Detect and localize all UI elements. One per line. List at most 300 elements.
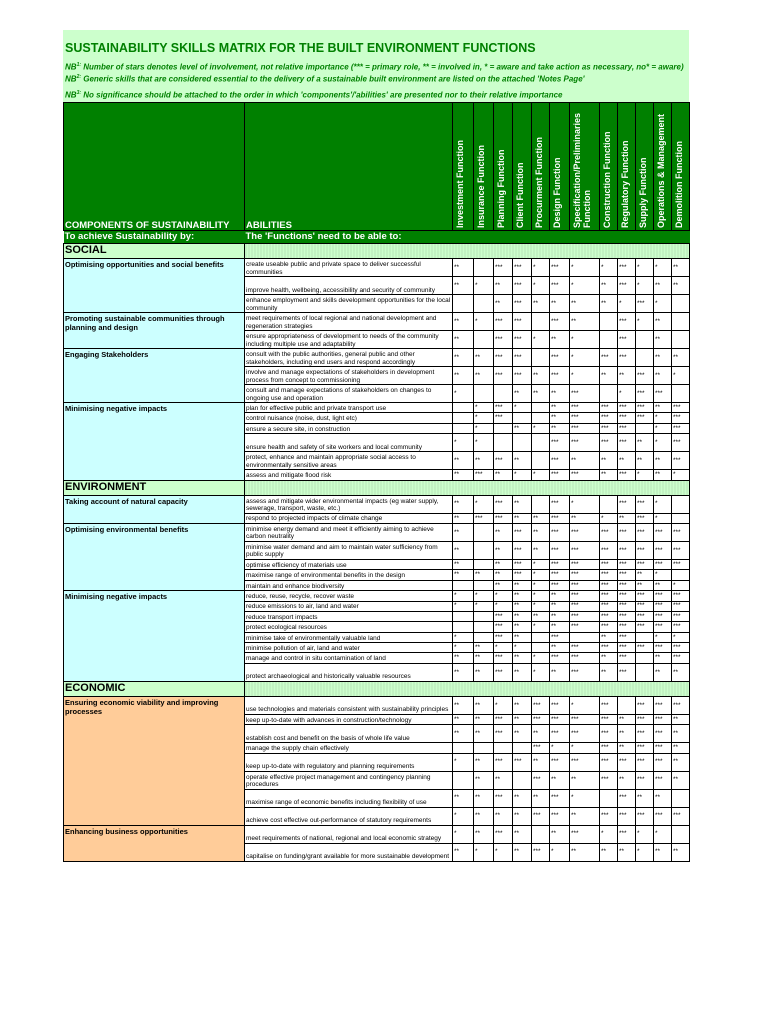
star-rating-cell: * [494, 591, 513, 601]
star-rating-cell: *** [654, 591, 672, 601]
star-rating-cell [532, 632, 550, 642]
note-number: 3: [76, 90, 82, 96]
star-rating-cell: *** [618, 753, 636, 771]
function-header [636, 103, 654, 231]
star-rating-cell: * [453, 591, 474, 601]
function-label: Operations & Management [656, 113, 666, 228]
star-rating-cell: ** [600, 367, 618, 385]
star-rating-cell: ** [672, 259, 690, 277]
star-rating-cell: *** [636, 523, 654, 541]
star-rating-cell: ** [494, 807, 513, 825]
star-rating-cell: *** [654, 771, 672, 789]
star-rating-cell: *** [636, 601, 654, 611]
star-rating-cell: *** [550, 452, 570, 470]
star-rating-cell [474, 611, 494, 621]
function-header [600, 103, 618, 231]
star-rating-cell: *** [513, 295, 532, 313]
star-rating-cell: ** [550, 295, 570, 313]
page-title: SUSTAINABILITY SKILLS MATRIX FOR THE BUILT ENVIRONMENT FUNCTIONS [65, 41, 536, 55]
star-rating-cell: ** [453, 495, 474, 513]
component-label: Optimising opportunities and social benefits [64, 259, 245, 313]
star-rating-cell: *** [618, 423, 636, 433]
star-rating-cell [532, 434, 550, 452]
star-rating-cell: ** [672, 843, 690, 861]
star-rating-cell [532, 403, 550, 413]
star-rating-cell: * [532, 259, 550, 277]
section-row [64, 480, 690, 495]
star-rating-cell: ** [453, 663, 474, 681]
star-rating-cell: ** [453, 714, 474, 724]
star-rating-cell [474, 259, 494, 277]
star-rating-cell: * [532, 570, 550, 580]
star-rating-cell: ** [474, 367, 494, 385]
note-number: 1: [76, 62, 82, 68]
star-rating-cell: *** [513, 367, 532, 385]
star-rating-cell: ** [453, 559, 474, 569]
star-rating-cell: *** [654, 807, 672, 825]
table-row [64, 349, 690, 367]
star-rating-cell: *** [532, 696, 550, 714]
star-rating-cell: *** [570, 591, 600, 601]
component-label: Optimising environmental benefits [64, 523, 245, 590]
star-rating-cell: ** [636, 452, 654, 470]
star-rating-cell: * [618, 385, 636, 403]
star-rating-cell: ** [550, 413, 570, 423]
star-rating-cell: *** [654, 725, 672, 743]
star-rating-cell: ** [513, 622, 532, 632]
star-rating-cell: *** [672, 423, 690, 433]
star-rating-cell: *** [513, 559, 532, 569]
star-rating-cell: * [532, 622, 550, 632]
star-rating-cell: ** [474, 753, 494, 771]
star-rating-cell [600, 789, 618, 807]
star-rating-cell: ** [513, 513, 532, 523]
star-rating-cell: *** [570, 423, 600, 433]
star-rating-cell: *** [600, 523, 618, 541]
star-rating-cell: ** [550, 663, 570, 681]
star-rating-cell: ** [654, 349, 672, 367]
star-rating-cell: ** [532, 611, 550, 621]
star-rating-cell: ** [672, 771, 690, 789]
star-rating-cell: ** [494, 277, 513, 295]
star-rating-cell: ** [532, 295, 550, 313]
star-rating-cell: *** [600, 570, 618, 580]
section-fill [245, 480, 690, 495]
ability-cell: minimise energy demand and meet it efficiently aiming to achieve carbon neutrality [245, 523, 453, 541]
star-rating-cell: * [636, 843, 654, 861]
star-rating-cell: *** [570, 622, 600, 632]
star-rating-cell: *** [618, 643, 636, 653]
star-rating-cell [672, 513, 690, 523]
star-rating-cell: ** [570, 771, 600, 789]
star-rating-cell: * [654, 295, 672, 313]
star-rating-cell: *** [618, 591, 636, 601]
star-rating-cell: ** [474, 696, 494, 714]
star-rating-cell: ** [513, 580, 532, 590]
column-header-row [64, 103, 690, 231]
star-rating-cell: *** [636, 495, 654, 513]
note-label: NB [65, 74, 77, 84]
star-rating-cell: ** [513, 385, 532, 403]
star-rating-cell: *** [600, 714, 618, 724]
star-rating-cell: * [654, 825, 672, 843]
star-rating-cell: *** [494, 313, 513, 331]
star-rating-cell: *** [618, 413, 636, 423]
star-rating-cell: *** [550, 495, 570, 513]
star-rating-cell: *** [532, 843, 550, 861]
star-rating-cell: * [474, 277, 494, 295]
star-rating-cell: ** [453, 349, 474, 367]
star-rating-cell: ** [636, 434, 654, 452]
star-rating-cell: * [654, 434, 672, 452]
star-rating-cell: * [570, 789, 600, 807]
function-label: Demolition Function [674, 141, 684, 228]
star-rating-cell: ** [513, 591, 532, 601]
star-rating-cell [453, 403, 474, 413]
star-rating-cell: ** [550, 643, 570, 653]
star-rating-cell: * [654, 513, 672, 523]
star-rating-cell: *** [513, 331, 532, 349]
star-rating-cell: * [453, 753, 474, 771]
note-text: No significance should be attached to the order in which 'components'/'abilities' are presented nor to their relative importance [83, 90, 563, 100]
star-rating-cell: * [672, 632, 690, 642]
star-rating-cell [474, 523, 494, 541]
ability-cell: consult with the public authorities, general public and other stakeholders, including end users and respond accordingly [245, 349, 453, 367]
star-rating-cell: ** [570, 313, 600, 331]
star-rating-cell: *** [550, 789, 570, 807]
star-rating-cell: ** [600, 452, 618, 470]
star-rating-cell: ** [600, 470, 618, 480]
note-text: Generic skills that are considered essential to the delivery of a sustainable built environment are listed on the attached 'Notes Page' [83, 74, 585, 84]
star-rating-cell: *** [550, 367, 570, 385]
star-rating-cell [672, 295, 690, 313]
star-rating-cell: ** [618, 452, 636, 470]
star-rating-cell: *** [618, 559, 636, 569]
star-rating-cell: ** [513, 653, 532, 663]
star-rating-cell: * [532, 580, 550, 590]
star-rating-cell: *** [513, 277, 532, 295]
star-rating-cell [513, 413, 532, 423]
star-rating-cell: *** [570, 663, 600, 681]
star-rating-cell: *** [654, 622, 672, 632]
star-rating-cell: *** [494, 611, 513, 621]
function-label: Specification/Preliminaries Function [572, 112, 592, 228]
star-rating-cell: *** [550, 434, 570, 452]
star-rating-cell [532, 825, 550, 843]
function-header [474, 103, 494, 231]
component-label: Taking account of natural capacity [64, 495, 245, 523]
star-rating-cell: ** [618, 743, 636, 753]
star-rating-cell: *** [600, 601, 618, 611]
function-header [513, 103, 532, 231]
star-rating-cell: * [570, 277, 600, 295]
star-rating-cell [453, 622, 474, 632]
section-fill [245, 244, 690, 259]
star-rating-cell: ** [600, 843, 618, 861]
star-rating-cell: * [513, 470, 532, 480]
star-rating-cell: * [636, 313, 654, 331]
star-rating-cell [672, 495, 690, 513]
ability-cell: control nuisance (noise, dust, light etc) [245, 413, 453, 423]
star-rating-cell: *** [494, 495, 513, 513]
star-rating-cell: ** [474, 725, 494, 743]
star-rating-cell: ** [453, 277, 474, 295]
star-rating-cell: *** [494, 663, 513, 681]
matrix-header [63, 30, 689, 102]
star-rating-cell: *** [618, 259, 636, 277]
star-rating-cell [636, 423, 654, 433]
star-rating-cell: *** [474, 513, 494, 523]
star-rating-cell: ** [453, 331, 474, 349]
star-rating-cell: ** [600, 663, 618, 681]
star-rating-cell: ** [513, 423, 532, 433]
star-rating-cell: *** [600, 423, 618, 433]
star-rating-cell: *** [600, 807, 618, 825]
star-rating-cell: ** [570, 452, 600, 470]
function-header [672, 103, 690, 231]
table-row [64, 825, 690, 843]
star-rating-cell: ** [550, 601, 570, 611]
ability-cell: achieve cost effective out-performance of statutory requirements [245, 807, 453, 825]
star-rating-cell [494, 423, 513, 433]
star-rating-cell: * [474, 313, 494, 331]
star-rating-cell: ** [654, 277, 672, 295]
star-rating-cell: *** [600, 696, 618, 714]
star-rating-cell: *** [672, 643, 690, 653]
star-rating-cell: ** [513, 452, 532, 470]
star-rating-cell: ** [672, 663, 690, 681]
star-rating-cell: ** [474, 825, 494, 843]
star-rating-cell: ** [513, 807, 532, 825]
star-rating-cell: ** [550, 591, 570, 601]
star-rating-cell: ** [453, 541, 474, 559]
star-rating-cell [453, 771, 474, 789]
star-rating-cell: *** [550, 714, 570, 724]
function-label: Supply Function [638, 157, 648, 228]
abilities-header: ABILITIES [245, 103, 453, 231]
star-rating-cell: ** [654, 789, 672, 807]
star-rating-cell: ** [453, 259, 474, 277]
star-rating-cell: *** [618, 434, 636, 452]
star-rating-cell: *** [570, 753, 600, 771]
function-label: Client Function [515, 162, 525, 228]
star-rating-cell: *** [618, 349, 636, 367]
star-rating-cell: *** [672, 591, 690, 601]
ability-cell: respond to projected impacts of climate change [245, 513, 453, 523]
star-rating-cell: * [474, 413, 494, 423]
star-rating-cell: *** [672, 434, 690, 452]
table-row [64, 403, 690, 413]
star-rating-cell: ** [654, 663, 672, 681]
star-rating-cell: ** [474, 771, 494, 789]
function-header [654, 103, 672, 231]
function-header [550, 103, 570, 231]
star-rating-cell: * [532, 653, 550, 663]
note-label: NB [65, 62, 77, 72]
star-rating-cell: ** [453, 789, 474, 807]
star-rating-cell: *** [636, 611, 654, 621]
star-rating-cell: * [474, 403, 494, 413]
star-rating-cell: *** [636, 295, 654, 313]
star-rating-cell: ** [494, 580, 513, 590]
star-rating-cell: *** [672, 807, 690, 825]
star-rating-cell: ** [453, 470, 474, 480]
section-title: ECONOMIC [64, 681, 245, 696]
star-rating-cell: ** [654, 653, 672, 663]
note-number: 2: [76, 74, 82, 80]
star-rating-cell: * [474, 423, 494, 433]
function-label: Procurment Function [534, 136, 544, 228]
note-3 [65, 90, 563, 100]
table-row [64, 313, 690, 331]
star-rating-cell: ** [453, 367, 474, 385]
star-rating-cell: * [494, 843, 513, 861]
section-title: SOCIAL [64, 244, 245, 259]
star-rating-cell [532, 643, 550, 653]
star-rating-cell: *** [636, 513, 654, 523]
star-rating-cell: *** [654, 523, 672, 541]
star-rating-cell: *** [494, 825, 513, 843]
star-rating-cell: ** [513, 611, 532, 621]
star-rating-cell: ** [494, 541, 513, 559]
star-rating-cell: ** [453, 513, 474, 523]
function-label: Construction Function [602, 131, 612, 228]
ability-cell: use technologies and materials consistent with sustainability principles [245, 696, 453, 714]
star-rating-cell: * [513, 643, 532, 653]
ability-cell: assess and mitigate wider environmental impacts (eg water supply, sewerage, transport, waste, etc.) [245, 495, 453, 513]
component-label: Minimising negative impacts [64, 591, 245, 682]
star-rating-cell: *** [672, 403, 690, 413]
star-rating-cell: * [453, 434, 474, 452]
ability-cell: meet requirements of national, regional and local economic strategy [245, 825, 453, 843]
function-label: Insurance Function [476, 144, 486, 228]
star-rating-cell: *** [494, 513, 513, 523]
star-rating-cell: ** [550, 622, 570, 632]
star-rating-cell: * [654, 259, 672, 277]
star-rating-cell: ** [636, 570, 654, 580]
star-rating-cell: ** [494, 559, 513, 569]
star-rating-cell: *** [570, 611, 600, 621]
star-rating-cell: *** [654, 559, 672, 569]
star-rating-cell: * [474, 591, 494, 601]
ability-cell: minimise take of environmentally valuable land [245, 632, 453, 642]
star-rating-cell: * [532, 331, 550, 349]
star-rating-cell: *** [550, 349, 570, 367]
star-rating-cell: * [570, 331, 600, 349]
star-rating-cell: ** [532, 789, 550, 807]
ability-cell: protect archaeological and historically valuable resources [245, 663, 453, 681]
star-rating-cell: ** [654, 470, 672, 480]
note-1 [65, 62, 684, 72]
star-rating-cell: *** [532, 771, 550, 789]
star-rating-cell: *** [618, 611, 636, 621]
star-rating-cell: * [570, 367, 600, 385]
star-rating-cell [453, 580, 474, 590]
star-rating-cell: * [672, 367, 690, 385]
ability-cell: ensure health and safety of site workers and local community [245, 434, 453, 452]
star-rating-cell [672, 385, 690, 403]
star-rating-cell: * [618, 295, 636, 313]
star-rating-cell: *** [618, 663, 636, 681]
ability-cell: maximise range of economic benefits including flexibility of use [245, 789, 453, 807]
ability-cell: manage the supply chain effectively [245, 743, 453, 753]
star-rating-cell: *** [494, 331, 513, 349]
star-rating-cell: *** [600, 559, 618, 569]
star-rating-cell [600, 385, 618, 403]
star-rating-cell [474, 541, 494, 559]
star-rating-cell: ** [550, 385, 570, 403]
star-rating-cell: *** [570, 434, 600, 452]
star-rating-cell: *** [618, 403, 636, 413]
star-rating-cell: *** [570, 523, 600, 541]
star-rating-cell: *** [636, 541, 654, 559]
star-rating-cell: *** [570, 643, 600, 653]
star-rating-cell: * [654, 632, 672, 642]
star-rating-cell: ** [570, 807, 600, 825]
star-rating-cell: *** [600, 413, 618, 423]
ability-cell: enhance employment and skills development opportunities for the local community [245, 295, 453, 313]
star-rating-cell: *** [570, 653, 600, 663]
star-rating-cell: *** [672, 541, 690, 559]
star-rating-cell: ** [618, 714, 636, 724]
star-rating-cell [513, 434, 532, 452]
components-header: COMPONENTS OF SUSTAINABILITY [64, 103, 245, 231]
star-rating-cell: * [453, 807, 474, 825]
star-rating-cell: ** [550, 331, 570, 349]
star-rating-cell: *** [618, 580, 636, 590]
ability-cell: create useable public and private space to deliver successful communities [245, 259, 453, 277]
star-rating-cell: ** [618, 725, 636, 743]
ability-cell: reduce transport impacts [245, 611, 453, 621]
star-rating-cell: *** [654, 541, 672, 559]
section-title: ENVIRONMENT [64, 480, 245, 495]
star-rating-cell: ** [453, 725, 474, 743]
star-rating-cell: * [672, 470, 690, 480]
star-rating-cell: *** [636, 385, 654, 403]
star-rating-cell: *** [570, 725, 600, 743]
star-rating-cell: ** [600, 295, 618, 313]
star-rating-cell [453, 611, 474, 621]
star-rating-cell: *** [672, 611, 690, 621]
star-rating-cell: *** [618, 331, 636, 349]
star-rating-cell: ** [550, 771, 570, 789]
star-rating-cell: * [570, 259, 600, 277]
star-rating-cell: ** [636, 580, 654, 590]
star-rating-cell: *** [494, 367, 513, 385]
star-rating-cell [532, 452, 550, 470]
star-rating-cell [600, 313, 618, 331]
star-rating-cell: ** [654, 403, 672, 413]
star-rating-cell: ** [672, 349, 690, 367]
star-rating-cell: *** [570, 570, 600, 580]
star-rating-cell: * [453, 632, 474, 642]
star-rating-cell: ** [453, 570, 474, 580]
star-rating-cell: *** [600, 611, 618, 621]
star-rating-cell: *** [570, 714, 600, 724]
star-rating-cell: ** [672, 753, 690, 771]
star-rating-cell [672, 331, 690, 349]
star-rating-cell: *** [494, 403, 513, 413]
component-label: Enhancing business opportunities [64, 825, 245, 861]
star-rating-cell: ** [672, 743, 690, 753]
star-rating-cell: *** [570, 541, 600, 559]
star-rating-cell [636, 349, 654, 367]
star-rating-cell: *** [654, 753, 672, 771]
star-rating-cell: *** [494, 259, 513, 277]
component-label: Engaging Stakeholders [64, 349, 245, 403]
star-rating-cell: *** [550, 580, 570, 590]
star-rating-cell: * [654, 423, 672, 433]
